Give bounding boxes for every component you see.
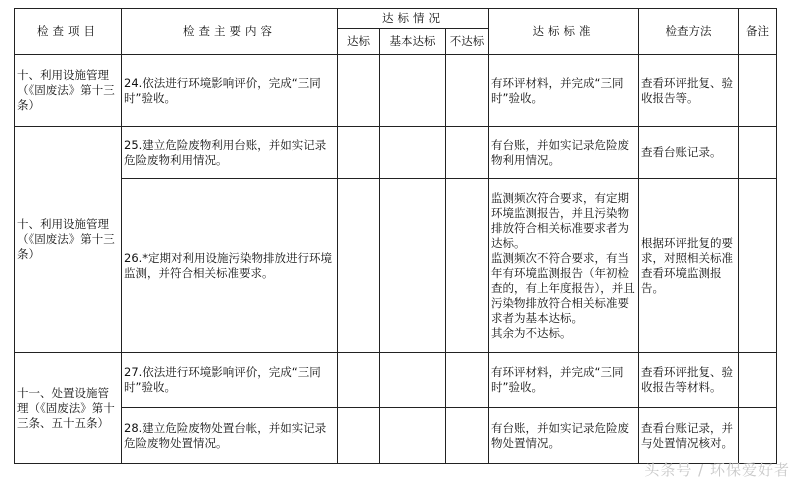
header-standard: 达标标准 — [489, 9, 639, 55]
cell-fail[interactable] — [446, 127, 489, 179]
table-row — [15, 353, 777, 408]
header-status-fail: 不达标 — [446, 29, 489, 55]
cell-fail[interactable] — [446, 179, 489, 353]
cell-pass[interactable] — [338, 408, 380, 464]
cell-standard: 有环评材料，并完成“三同时”验收。 — [489, 55, 639, 127]
cell-item: 十一、处置设施管理（《固废法》第十三条、五十五条） — [15, 353, 122, 464]
cell-fail[interactable] — [446, 55, 489, 127]
cell-standard: 有环评材料，并完成“三同时”验收。 — [489, 353, 639, 408]
table-row — [15, 179, 777, 353]
cell-basic[interactable] — [380, 55, 446, 127]
cell-method: 查看台账记录。 — [639, 127, 739, 179]
cell-basic[interactable] — [380, 408, 446, 464]
cell-basic[interactable] — [380, 179, 446, 353]
cell-pass[interactable] — [338, 127, 380, 179]
cell-item: 十、利用设施管理（《固废法》第十三条） — [15, 55, 122, 127]
cell-method: 查看环评批复、验收报告等。 — [639, 55, 739, 127]
table-row — [15, 408, 777, 464]
table-row — [15, 127, 777, 179]
cell-content: 24.依法进行环境影响评价，完成“三同时”验收。 — [122, 55, 338, 127]
header-row — [15, 9, 777, 29]
cell-remark[interactable] — [739, 55, 777, 127]
cell-method: 根据环评批复的要求，对照相关标准查看环境监测报告。 — [639, 179, 739, 353]
header-method: 检查方法 — [639, 9, 739, 55]
cell-remark[interactable] — [739, 179, 777, 353]
cell-content: 25.建立危险废物利用台账，并如实记录危险废物利用情况。 — [122, 127, 338, 179]
cell-content: 26.*定期对利用设施污染物排放进行环境监测，并符合相关标准要求。 — [122, 179, 338, 353]
header-item: 检查项目 — [15, 9, 122, 55]
cell-basic[interactable] — [380, 353, 446, 408]
cell-item: 十、利用设施管理（《固废法》第十三条） — [15, 127, 122, 353]
cell-remark[interactable] — [739, 408, 777, 464]
cell-content: 27.依法进行环境影响评价，完成“三同时”验收。 — [122, 353, 338, 408]
cell-method: 查看台账记录，并与处置情况核对。 — [639, 408, 739, 464]
cell-content: 28.建立危险废物处置台帐，并如实记录危险废物处置情况。 — [122, 408, 338, 464]
cell-pass[interactable] — [338, 179, 380, 353]
inspection-table — [14, 8, 777, 464]
cell-method: 查看环评批复、验收报告等材料。 — [639, 353, 739, 408]
cell-fail[interactable] — [446, 353, 489, 408]
cell-standard: 有台账，并如实记录危险废物处置情况。 — [489, 408, 639, 464]
cell-standard: 有台账，并如实记录危险废物利用情况。 — [489, 127, 639, 179]
header-content: 检查主要内容 — [122, 9, 338, 55]
cell-pass[interactable] — [338, 55, 380, 127]
header-status-basic: 基本达标 — [380, 29, 446, 55]
header-status: 达标情况 — [338, 9, 489, 29]
cell-pass[interactable] — [338, 353, 380, 408]
cell-basic[interactable] — [380, 127, 446, 179]
cell-standard: 监测频次符合要求，有定期环境监测报告，并且污染物排放符合相关标准要求者为达标。 监测频次不符合要求，有当年有环境监测报告（年初检查的，有上年度报告），并且污染物排放符合相关标准要求者为基本达标。 其余为不达标。 — [489, 179, 639, 353]
cell-fail[interactable] — [446, 408, 489, 464]
header-remark: 备注 — [739, 9, 777, 55]
table-row — [15, 55, 777, 127]
cell-remark[interactable] — [739, 127, 777, 179]
watermark: 头条号 / 环保爱好者 — [644, 461, 790, 479]
cell-remark[interactable] — [739, 353, 777, 408]
header-status-pass: 达标 — [338, 29, 380, 55]
